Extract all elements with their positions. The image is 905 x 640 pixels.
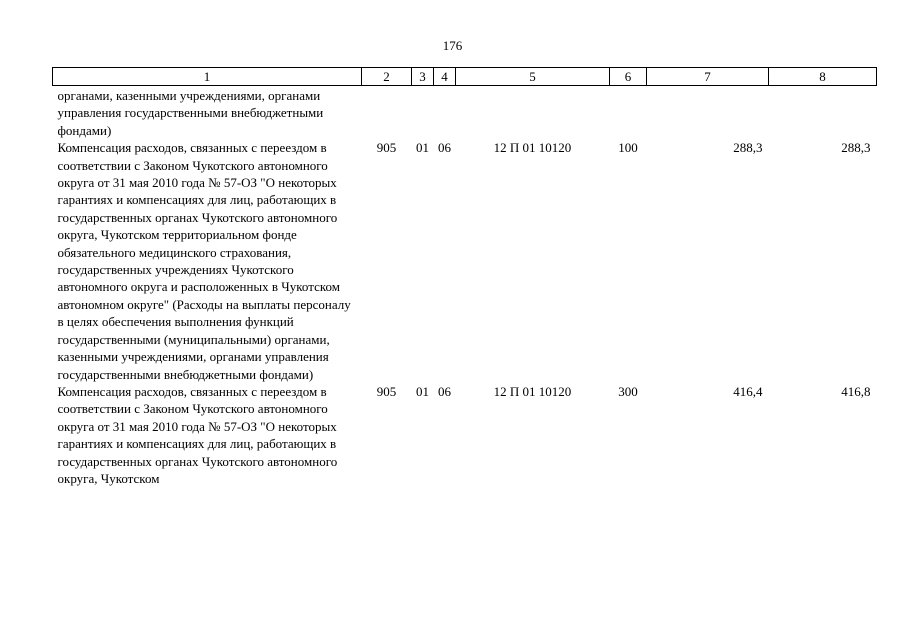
row-expense-type: 300	[618, 383, 638, 399]
row-amount-2: 416,8	[841, 383, 871, 399]
table-row	[53, 383, 877, 487]
row-description: Компенсация расходов, связанных с переездом в соответствии с Законом Чукотского автономного округа от 31 мая 2010 года № 57-ОЗ "О некоторых гарантиях и компенсациях для лиц, работающих в государственных органах Чукотского автономного округа, Чукотском территориальном фонде обязательного медицинского страхования, государственных учреждениях Чукотского автономного округа и расположенных в Чукотском автономном округе" (Расходы на выплаты персоналу в целях обеспечения выполнения функций государственными (муниципальными) органами, казенными учреждениями, органами управления государственными внебюджетными фондами)	[57, 140, 351, 382]
page-number: 176	[442, 38, 463, 53]
row-amount-1	[647, 86, 769, 140]
budget-table	[52, 67, 877, 487]
row-amount-2: 288,3	[841, 140, 871, 156]
row-description: Компенсация расходов, связанных с переездом в соответствии с Законом Чукотского автономного округа от 31 мая 2010 года № 57-ОЗ "О некоторых гарантиях и компенсациях для лиц, работающих в государственных органах Чукотского автономного округа, Чукотском	[57, 383, 338, 486]
row-subsection	[434, 86, 456, 140]
row-target-article: 12 П 01 10120	[493, 383, 572, 399]
row-expense-type: 100	[618, 140, 638, 156]
header-col-7: 7	[647, 68, 769, 86]
row-section	[412, 86, 434, 140]
header-col-3: 3	[412, 68, 434, 86]
row-expense-type	[610, 86, 647, 140]
row-amount-2	[769, 86, 877, 140]
row-section: 01	[416, 383, 429, 399]
table-row	[53, 86, 877, 140]
row-target-article	[456, 86, 610, 140]
row-subsection: 06	[438, 140, 451, 156]
row-subsection: 06	[438, 383, 451, 399]
row-code-admin: 905	[376, 140, 397, 156]
row-target-article: 12 П 01 10120	[493, 140, 572, 156]
header-col-1: 1	[53, 68, 362, 86]
header-col-2: 2	[362, 68, 412, 86]
row-code-admin: 905	[376, 383, 397, 399]
row-amount-1: 288,3	[733, 140, 763, 156]
row-description: органами, казенными учреждениями, органами управления государственными внебюджетными фондами)	[57, 88, 324, 138]
header-col-6: 6	[610, 68, 647, 86]
table-row	[53, 139, 877, 383]
table-header-row	[53, 68, 877, 86]
header-col-4: 4	[434, 68, 456, 86]
row-code-admin	[362, 86, 412, 140]
row-amount-1: 416,4	[733, 383, 763, 399]
header-col-8: 8	[769, 68, 877, 86]
row-section: 01	[416, 140, 429, 156]
header-col-5: 5	[456, 68, 610, 86]
